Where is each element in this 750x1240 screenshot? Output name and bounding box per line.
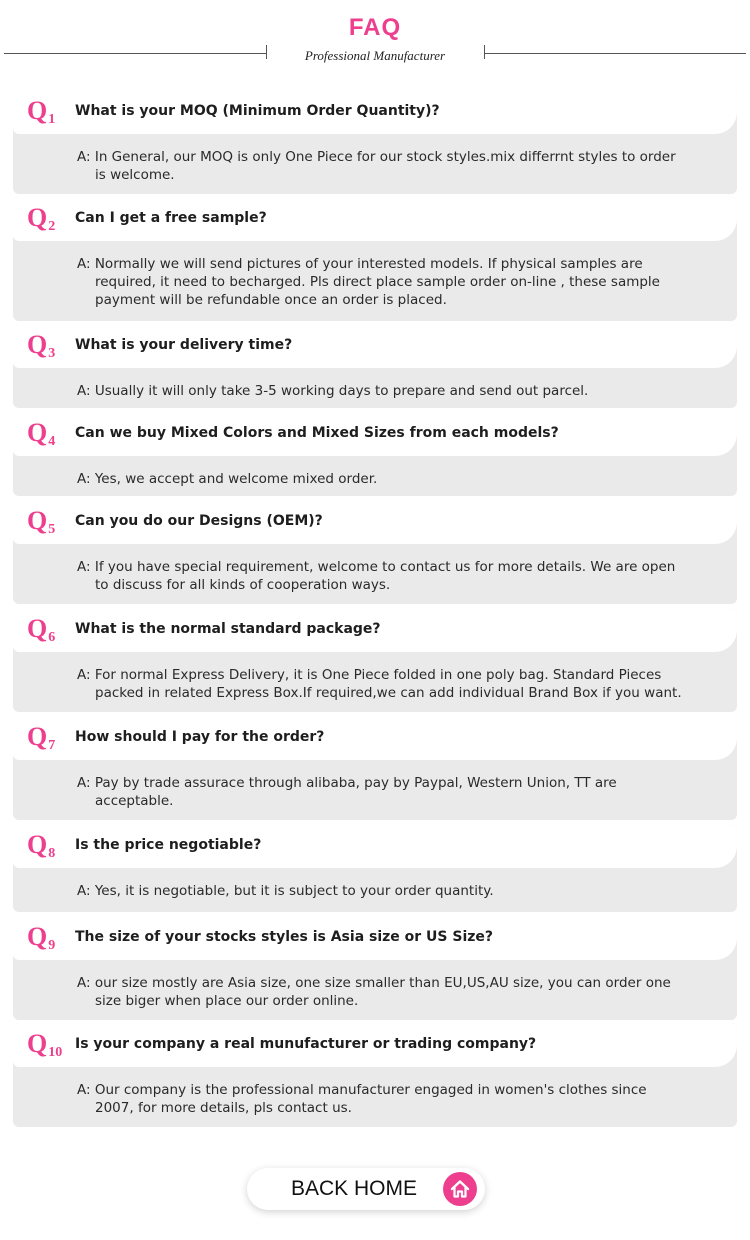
question-number: $Q_7$ [27,722,56,753]
back-home-label: BACK HOME [291,1177,418,1200]
question-number: $Q_1$ [27,96,56,127]
question-number: $Q_{10}$ [27,1029,63,1060]
question-bar [13,608,737,652]
faq-item-1 [13,90,737,194]
question-text: Can we buy Mixed Colors and Mixed Sizes from each models? [75,425,559,441]
question-number: $Q_9$ [27,922,56,953]
answer-text: A: For normal Express Delivery, it is One Piece folded in one poly bag. Standard Pieces packed in related Express Box.If required,we can add individual Brand Box if you want. [77,667,682,701]
question-text: What is the normal standard package? [75,621,381,637]
home-icon[interactable] [443,1172,477,1206]
question-bar [13,324,737,368]
question-bar [13,500,737,544]
faq-item-6 [13,608,737,712]
question-bar [13,1023,737,1067]
answer-text: A: Yes, it is negotiable, but it is subject to your order quantity. [77,883,494,899]
question-number: $Q_3$ [27,330,56,361]
question-text: Is the price negotiable? [75,837,262,853]
answer-text: A: Usually it will only take 3-5 working days to prepare and send out parcel. [77,383,589,399]
faq-item-5 [13,500,737,604]
divider-tick-right [484,45,485,59]
question-number: $Q_5$ [27,506,56,537]
question-text: The size of your stocks styles is Asia size or US Size? [75,929,494,945]
question-bar [13,412,737,456]
answer-text: A: Our company is the professional manufacturer engaged in women's clothes since 2007, for more details, pls contact us. [77,1082,647,1116]
faq-item-9 [13,916,737,1020]
question-number: $Q_4$ [27,418,56,449]
faq-item-2 [13,197,737,321]
answer-text: A: In General, our MOQ is only One Piece for our stock styles.mix differrnt styles to order is welcome. [77,149,676,183]
question-bar [13,90,737,134]
question-number: $Q_8$ [27,830,56,861]
question-text: What is your delivery time? [75,337,293,353]
question-text: What is your MOQ (Minimum Order Quantity)? [75,103,440,119]
faq-item-7 [13,716,737,820]
faq-item-4 [13,412,737,496]
question-bar [13,197,737,241]
question-bar [13,716,737,760]
faq-item-8 [13,824,737,912]
question-text: Can you do our Designs (OEM)? [75,513,323,529]
answer-text: A: Pay by trade assurace through alibaba, pay by Paypal, Western Union, TT are acceptable. [77,775,617,809]
question-text: How should I pay for the order? [75,729,325,745]
answer-text: A: Yes, we accept and welcome mixed order. [77,471,378,487]
page-header [0,0,750,80]
back-home-button[interactable] [247,1168,485,1210]
page-title: FAQ [348,14,402,41]
faq-item-10 [13,1023,737,1127]
home-icon-glyph [443,1172,477,1206]
answer-text: A: Normally we will send pictures of your interested models. If physical samples are required, it need to becharged. Pls direct place sample order on-line , these sample payment will be refundable once an order is placed. [77,256,660,308]
question-bar [13,824,737,868]
question-bar [13,916,737,960]
divider-right [484,53,746,54]
question-text: Is your company a real munufacturer or trading company? [75,1036,537,1052]
answer-text: A: our size mostly are Asia size, one size smaller than EU,US,AU size, you can order one size biger when place our order online. [77,975,671,1009]
question-text: Can I get a free sample? [75,210,267,226]
page-subtitle: Professional Manufacturer [304,48,446,63]
question-number: $Q_6$ [27,614,56,645]
faq-item-3 [13,324,737,408]
answer-text: A: If you have special requirement, welcome to contact us for more details. We are open to discuss for all kinds of cooperation ways. [77,559,676,593]
question-number: $Q_2$ [27,203,56,234]
